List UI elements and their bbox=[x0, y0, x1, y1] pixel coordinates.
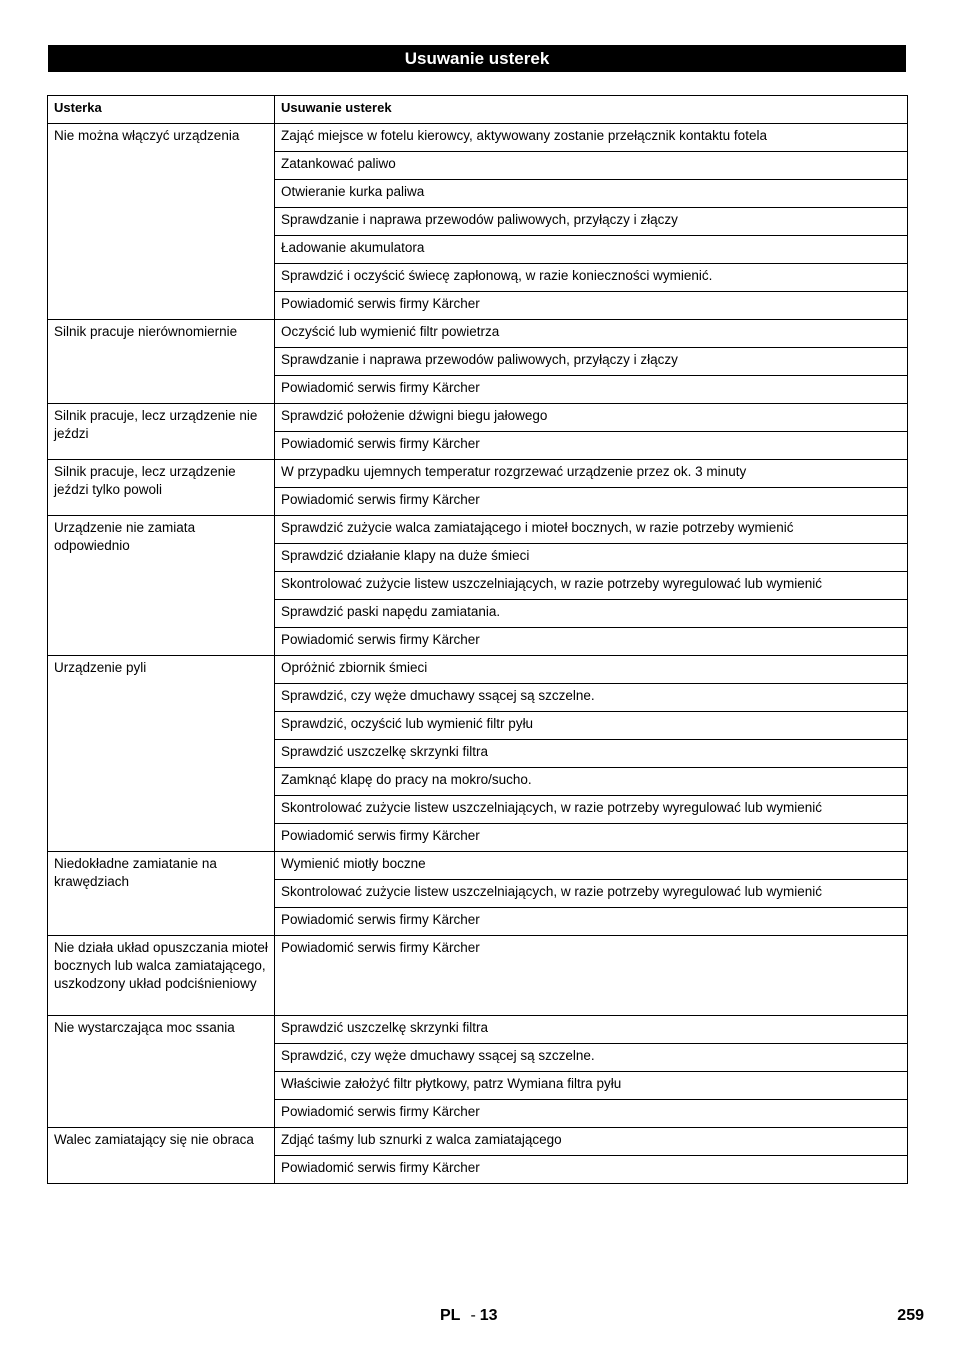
remedy-cell: Zamknąć klapę do pracy na mokro/sucho. bbox=[275, 768, 908, 796]
fault-cell: Silnik pracuje, lecz urządzenie jeździ tylko powoli bbox=[48, 460, 275, 516]
table-row bbox=[48, 852, 908, 880]
remedy-cell: Opróżnić zbiornik śmieci bbox=[275, 656, 908, 684]
table-row bbox=[48, 1128, 908, 1156]
remedy-cell: Sprawdzić zużycie walca zamiatającego i mioteł bocznych, w razie potrzeby wymienić bbox=[275, 516, 908, 544]
remedy-cell: Sprawdzić działanie klapy na duże śmieci bbox=[275, 544, 908, 572]
footer-language bbox=[440, 1307, 498, 1325]
remedy-cell: Powiadomić serwis firmy Kärcher bbox=[275, 936, 908, 1016]
remedy-cell: Powiadomić serwis firmy Kärcher bbox=[275, 628, 908, 656]
remedy-cell: Powiadomić serwis firmy Kärcher bbox=[275, 376, 908, 404]
remedy-cell: Skontrolować zużycie listew uszczelniających, w razie potrzeby wyregulować lub wymienić bbox=[275, 572, 908, 600]
fault-cell: Urządzenie nie zamiata odpowiednio bbox=[48, 516, 275, 656]
footer-lang-code: PL bbox=[440, 1307, 461, 1324]
page-title: Usuwanie usterek bbox=[48, 45, 906, 72]
remedy-cell: Powiadomić serwis firmy Kärcher bbox=[275, 432, 908, 460]
remedy-cell: Sprawdzić, oczyścić lub wymienić filtr pyłu bbox=[275, 712, 908, 740]
fault-cell: Niedokładne zamiatanie na krawędziach bbox=[48, 852, 275, 936]
remedy-cell: Sprawdzić paski napędu zamiatania. bbox=[275, 600, 908, 628]
remedy-cell: Sprawdzić uszczelkę skrzynki filtra bbox=[275, 740, 908, 768]
table-row bbox=[48, 656, 908, 684]
remedy-cell: W przypadku ujemnych temperatur rozgrzewać urządzenie przez ok. 3 minuty bbox=[275, 460, 908, 488]
fault-cell: Nie działa układ opuszczania mioteł bocznych lub walca zamiatającego, uszkodzony układ podciśnieniowy bbox=[48, 936, 275, 1016]
troubleshooting-table bbox=[47, 95, 908, 1184]
fault-cell: Urządzenie pyli bbox=[48, 656, 275, 852]
table-row bbox=[48, 460, 908, 488]
footer-section-page: 13 bbox=[479, 1307, 498, 1324]
remedy-cell: Sprawdzanie i naprawa przewodów paliwowych, przyłączy i złączy bbox=[275, 208, 908, 236]
remedy-cell: Powiadomić serwis firmy Kärcher bbox=[275, 1100, 908, 1128]
table-body bbox=[48, 124, 908, 1184]
remedy-cell: Wymienić miotły boczne bbox=[275, 852, 908, 880]
table-row bbox=[48, 1016, 908, 1044]
table-header-row bbox=[48, 96, 908, 124]
remedy-cell: Otwieranie kurka paliwa bbox=[275, 180, 908, 208]
footer-dash: - bbox=[470, 1307, 476, 1324]
fault-cell: Silnik pracuje, lecz urządzenie nie jeździ bbox=[48, 404, 275, 460]
remedy-cell: Ładowanie akumulatora bbox=[275, 236, 908, 264]
remedy-cell: Zatankować paliwo bbox=[275, 152, 908, 180]
fault-cell: Nie wystarczająca moc ssania bbox=[48, 1016, 275, 1128]
remedy-cell: Sprawdzić uszczelkę skrzynki filtra bbox=[275, 1016, 908, 1044]
fault-cell: Nie można włączyć urządzenia bbox=[48, 124, 275, 320]
remedy-cell: Powiadomić serwis firmy Kärcher bbox=[275, 824, 908, 852]
fault-cell: Silnik pracuje nierównomiernie bbox=[48, 320, 275, 404]
remedy-cell: Powiadomić serwis firmy Kärcher bbox=[275, 488, 908, 516]
page-number: 259 bbox=[897, 1307, 924, 1324]
remedy-cell: Sprawdzić i oczyścić świecę zapłonową, w razie konieczności wymienić. bbox=[275, 264, 908, 292]
remedy-cell: Zdjąć taśmy lub sznurki z walca zamiatającego bbox=[275, 1128, 908, 1156]
remedy-cell: Zająć miejsce w fotelu kierowcy, aktywowany zostanie przełącznik kontaktu fotela bbox=[275, 124, 908, 152]
remedy-cell: Sprawdzić, czy węże dmuchawy ssącej są szczelne. bbox=[275, 1044, 908, 1072]
table-row bbox=[48, 936, 908, 1016]
column-header-remedy: Usuwanie usterek bbox=[275, 96, 908, 124]
remedy-cell: Sprawdzić położenie dźwigni biegu jałowego bbox=[275, 404, 908, 432]
fault-cell: Walec zamiatający się nie obraca bbox=[48, 1128, 275, 1184]
table-row bbox=[48, 124, 908, 152]
column-header-fault: Usterka bbox=[48, 96, 275, 124]
remedy-cell: Powiadomić serwis firmy Kärcher bbox=[275, 1156, 908, 1184]
table-row bbox=[48, 516, 908, 544]
remedy-cell: Skontrolować zużycie listew uszczelniających, w razie potrzeby wyregulować lub wymienić bbox=[275, 880, 908, 908]
remedy-cell: Właściwie założyć filtr płytkowy, patrz Wymiana filtra pyłu bbox=[275, 1072, 908, 1100]
remedy-cell: Sprawdzanie i naprawa przewodów paliwowych, przyłączy i złączy bbox=[275, 348, 908, 376]
table-row bbox=[48, 404, 908, 432]
remedy-cell: Powiadomić serwis firmy Kärcher bbox=[275, 908, 908, 936]
remedy-cell: Powiadomić serwis firmy Kärcher bbox=[275, 292, 908, 320]
remedy-cell: Skontrolować zużycie listew uszczelniających, w razie potrzeby wyregulować lub wymienić bbox=[275, 796, 908, 824]
remedy-cell: Oczyścić lub wymienić filtr powietrza bbox=[275, 320, 908, 348]
table-row bbox=[48, 320, 908, 348]
remedy-cell: Sprawdzić, czy węże dmuchawy ssącej są szczelne. bbox=[275, 684, 908, 712]
